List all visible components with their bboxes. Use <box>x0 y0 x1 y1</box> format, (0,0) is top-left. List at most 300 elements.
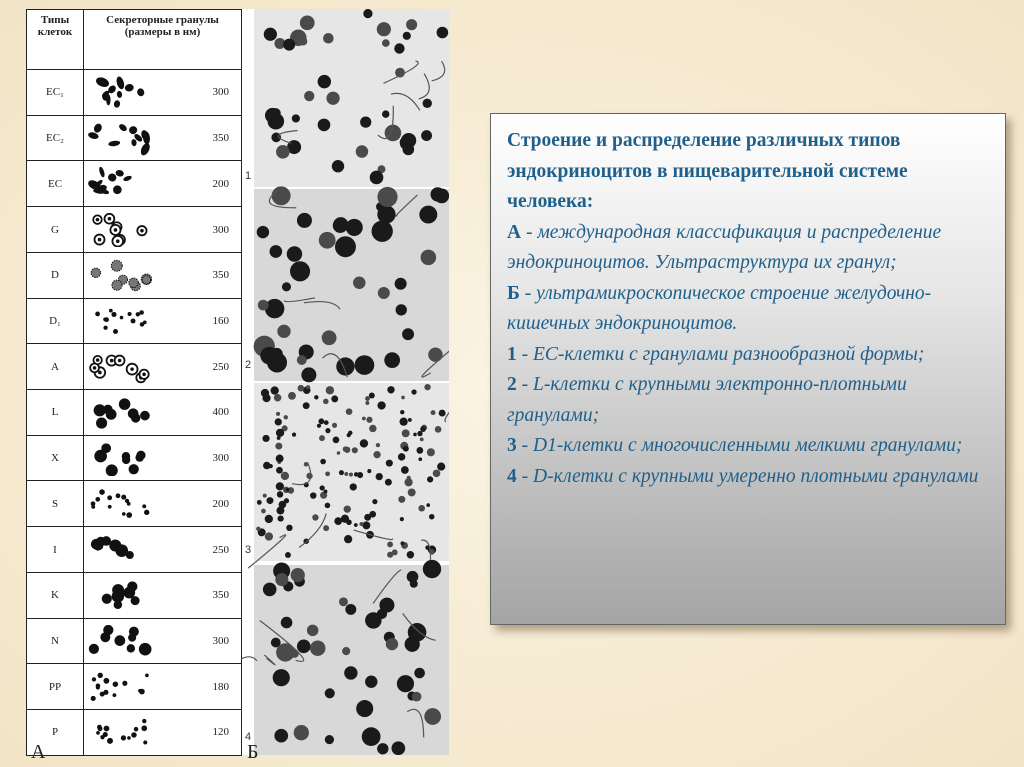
micrograph-granule <box>320 459 326 465</box>
micrograph-granule <box>275 418 282 425</box>
micrograph-granule <box>369 511 376 518</box>
granule-cell <box>84 207 242 253</box>
header-secretory-granules: Секреторные гранулы (размеры в нм) <box>84 10 242 70</box>
micrograph-granule <box>421 130 432 141</box>
micrograph-granule <box>256 527 260 531</box>
caption-item-1-num: 1 <box>507 343 517 365</box>
micrograph-granule <box>324 420 329 425</box>
micrograph-granule <box>277 491 283 497</box>
micrograph-granule <box>282 282 291 291</box>
caption-a <box>507 218 991 279</box>
caption-item-2-text: - L-клетки с крупными электронно-плотными гранулами; <box>507 374 907 426</box>
granule <box>103 325 107 329</box>
micrograph-granule <box>318 75 331 88</box>
granule <box>104 726 110 732</box>
granule <box>112 694 116 698</box>
table-row <box>27 664 242 710</box>
micrograph-granule <box>276 429 284 437</box>
granule-core <box>116 240 120 244</box>
micrograph-granule <box>339 470 344 475</box>
caption-a-letter: А <box>507 221 522 243</box>
micrograph-granule <box>378 287 390 299</box>
granule-size: 200 <box>212 497 229 510</box>
granule <box>111 184 123 196</box>
granule-illustration <box>88 533 152 567</box>
granule <box>139 642 152 655</box>
caption-item-2 <box>507 370 991 431</box>
micrograph-granule <box>339 597 348 606</box>
granule <box>100 735 104 739</box>
micrograph-granule <box>420 437 424 441</box>
cell-type-label: EC₂ <box>27 115 84 161</box>
micrograph-granule <box>274 394 282 402</box>
micrograph-granule <box>263 494 267 498</box>
micrograph-granule <box>319 232 336 249</box>
micrograph-granule <box>376 443 380 447</box>
micrograph-granule <box>318 418 324 424</box>
micrograph-granule <box>337 451 341 455</box>
granule <box>129 278 139 288</box>
micrograph-granule <box>300 15 315 30</box>
micrograph-granule <box>402 429 410 437</box>
cell-type-label: X <box>27 435 84 481</box>
granule <box>122 456 130 464</box>
granule-cell <box>84 390 242 436</box>
micrograph-granule <box>386 460 393 467</box>
granule-illustration <box>88 122 152 156</box>
granule <box>108 140 121 147</box>
micrograph-granule <box>362 727 381 746</box>
granule <box>128 633 136 641</box>
panel-number-3: 3 <box>245 544 252 556</box>
micrograph-granule <box>284 415 288 419</box>
micrograph-granule <box>408 488 416 496</box>
granule <box>102 594 112 604</box>
micrograph-granule <box>303 402 310 409</box>
micrograph-granule <box>400 517 404 521</box>
granule-illustration <box>88 259 152 293</box>
micrograph-granule <box>286 488 290 492</box>
caption-b-text: - ультрамикроскопическое строение желудочно-кишечных эндокриноцитов. <box>507 282 932 334</box>
micrograph-granule <box>331 395 338 402</box>
granule <box>127 644 135 652</box>
caption-item-4 <box>507 462 991 493</box>
micrograph-granule <box>385 479 392 486</box>
granule <box>92 122 103 134</box>
micrograph-granule <box>357 472 363 478</box>
micrograph-granule <box>297 213 312 228</box>
cell-type-label: EC₁ <box>27 70 84 116</box>
micrograph-granule <box>335 236 356 257</box>
micrograph-granule <box>407 551 414 558</box>
granule-size: 350 <box>212 589 229 602</box>
granule-cell <box>84 70 242 116</box>
micrograph-granule <box>319 435 325 441</box>
micrograph-granule <box>384 352 400 368</box>
micrograph-granule <box>257 500 262 505</box>
micrograph-granule <box>403 32 411 40</box>
micrograph-granule <box>401 466 409 474</box>
cell-type-label: N <box>27 618 84 664</box>
granule-size: 400 <box>212 406 229 419</box>
table-row <box>27 618 242 664</box>
granule <box>121 495 126 500</box>
micrograph-granule <box>416 447 423 454</box>
granule <box>131 732 136 737</box>
granule <box>124 83 134 92</box>
granule-cell <box>84 527 242 573</box>
granule-illustration <box>88 625 152 659</box>
micrograph-granule <box>291 568 305 582</box>
figure-label-a: А <box>31 741 46 763</box>
granule <box>91 696 96 701</box>
table-row <box>27 572 242 618</box>
granule <box>108 505 112 509</box>
micrograph-granule <box>399 417 407 425</box>
micrograph-granule <box>332 160 344 172</box>
granule <box>129 464 139 474</box>
micrograph-granule <box>325 428 330 433</box>
micrograph-granule <box>353 276 366 289</box>
micrograph-granule <box>277 325 290 338</box>
granule <box>96 418 107 429</box>
micrograph-granule <box>265 515 273 523</box>
panel-number-2: 2 <box>245 359 252 371</box>
granule <box>123 175 133 182</box>
micrograph-granule <box>276 412 280 416</box>
micrograph-granule <box>306 385 310 389</box>
cell-type-label: S <box>27 481 84 527</box>
granule <box>125 499 129 503</box>
granule <box>111 260 122 271</box>
table-row <box>27 344 242 390</box>
granule-core <box>110 359 114 363</box>
granule <box>115 589 124 598</box>
micrograph-granule <box>427 476 433 482</box>
granule <box>107 738 113 744</box>
granule <box>143 740 147 744</box>
micrograph-granule <box>314 395 318 399</box>
micrograph-granule <box>400 135 415 150</box>
micrograph-granule <box>414 668 425 679</box>
granule <box>119 398 131 410</box>
micrograph-granule <box>292 432 296 436</box>
micrograph-granule <box>318 119 331 132</box>
granule-illustration <box>88 487 152 521</box>
micrograph-granule <box>377 743 388 754</box>
micrograph-granule <box>306 473 312 479</box>
cell-type-label: K <box>27 572 84 618</box>
micrograph-granule <box>366 417 372 423</box>
granule <box>140 322 145 327</box>
micrograph-granule <box>286 525 292 531</box>
granule <box>141 725 147 731</box>
micrograph-granule <box>265 299 284 318</box>
granule <box>100 632 110 642</box>
cell-type-label: D <box>27 252 84 298</box>
granule <box>95 76 111 89</box>
micrograph-granule <box>344 535 352 543</box>
micrograph-granule <box>288 392 296 400</box>
cell-type-label: P <box>27 710 84 756</box>
micrograph-granule <box>356 145 369 158</box>
micrograph-granule <box>283 39 295 51</box>
micrograph-granule <box>344 472 348 476</box>
micrograph-granule <box>333 218 348 233</box>
micrograph-granule <box>387 541 393 547</box>
granule <box>98 726 103 731</box>
micrograph-granule <box>290 649 298 657</box>
granule <box>140 411 150 421</box>
granule-size: 160 <box>212 314 229 327</box>
caption-item-1 <box>507 340 991 371</box>
micrograph-granule <box>325 735 334 744</box>
granule-cell <box>84 664 242 710</box>
micrograph-granule <box>382 39 390 47</box>
cell-types-table <box>26 9 242 756</box>
micrograph-granule <box>320 485 325 490</box>
micrograph-granule <box>387 386 394 393</box>
granule <box>113 682 118 687</box>
micrograph-granule <box>401 396 405 400</box>
micrograph-granule <box>317 424 321 428</box>
micrograph-panels <box>242 9 449 755</box>
micrograph-granule <box>428 348 442 362</box>
micrograph-granule <box>276 482 284 490</box>
micrograph-granule <box>323 399 329 405</box>
granule <box>122 513 126 517</box>
micrograph-granule <box>370 171 384 185</box>
micrograph-granule <box>424 708 441 725</box>
granule <box>139 141 151 155</box>
micrograph-granule <box>400 541 404 545</box>
granule <box>91 505 95 509</box>
granule-cell <box>84 618 242 664</box>
micrograph-granule <box>258 300 269 311</box>
micrograph-granule <box>403 446 409 452</box>
granule <box>107 496 112 501</box>
micrograph-granule <box>346 408 353 415</box>
micrograph-granule <box>276 467 283 474</box>
micrograph-granule <box>363 9 372 18</box>
micrograph-granule <box>326 92 339 105</box>
micrograph-granule <box>265 532 273 540</box>
micrograph-granule <box>400 410 404 414</box>
granule <box>118 122 128 132</box>
granule <box>142 719 146 723</box>
granule <box>101 443 111 453</box>
micrograph-granule <box>424 384 430 390</box>
table-row <box>27 390 242 436</box>
micrograph-granule <box>372 221 393 242</box>
micrograph-granule <box>408 418 412 422</box>
figure <box>26 9 449 755</box>
micrograph-granule <box>276 145 290 159</box>
granule-core <box>114 228 118 232</box>
micrograph-granule <box>421 250 437 266</box>
micrograph-granule <box>263 462 271 470</box>
micrograph-granule <box>362 521 370 529</box>
granule <box>91 268 100 277</box>
granule <box>139 310 144 315</box>
granule <box>95 542 104 551</box>
granule <box>98 673 103 678</box>
micrograph-granule <box>294 725 309 740</box>
micrograph-granule <box>276 455 284 463</box>
micrograph-granule <box>344 505 351 512</box>
micrograph-granule <box>423 560 441 578</box>
granule <box>115 76 125 90</box>
granule <box>131 318 136 323</box>
micrograph-granule <box>310 640 325 655</box>
granule <box>116 91 122 99</box>
granule <box>98 167 106 178</box>
micrograph-granule <box>290 261 310 281</box>
micrograph-granule <box>413 433 417 437</box>
granule-illustration <box>88 442 152 476</box>
micrograph-granule <box>367 469 371 473</box>
micrograph-granule <box>426 503 430 507</box>
granule-cell <box>84 572 242 618</box>
micrograph-granule <box>269 245 282 258</box>
granule-illustration <box>88 213 152 247</box>
micrograph-granule <box>343 446 349 452</box>
granule <box>114 635 125 646</box>
micrograph-granule <box>398 496 405 503</box>
granule-size: 300 <box>212 452 229 465</box>
header-cell-types: Типы клеток <box>27 10 84 70</box>
granule-cell <box>84 481 242 527</box>
micrograph-granule <box>365 676 377 688</box>
micrograph-granule <box>325 471 330 476</box>
micrograph-granule <box>346 219 363 236</box>
granule <box>134 727 139 732</box>
granule <box>116 494 121 499</box>
granule-illustration <box>88 716 152 750</box>
micrograph-granule <box>377 609 387 619</box>
micrograph-granule <box>437 463 445 471</box>
granule-size: 300 <box>212 634 229 647</box>
micrograph-granule <box>271 386 279 394</box>
granule-illustration <box>88 167 152 201</box>
micrograph-granule <box>395 278 407 290</box>
micrograph-granule <box>419 206 437 224</box>
micrograph-granule <box>411 389 416 394</box>
micrograph-granule <box>278 515 284 521</box>
granule <box>111 311 116 316</box>
granule <box>131 138 137 146</box>
micrograph-granule <box>431 410 436 415</box>
granule <box>99 490 105 496</box>
granule <box>136 87 145 97</box>
panel-number-4: 4 <box>245 731 252 743</box>
granule <box>131 596 140 605</box>
cell-type-label: I <box>27 527 84 573</box>
table-row <box>27 115 242 161</box>
caption-box <box>490 113 1006 625</box>
granule <box>106 464 118 476</box>
cell-type-label: EC <box>27 161 84 207</box>
cell-type-label: L <box>27 390 84 436</box>
micrograph-granule <box>325 503 331 509</box>
granule-cell <box>84 161 242 207</box>
caption-item-4-text: - D-клетки с крупными умеренно плотными гранулами <box>516 465 979 487</box>
micrograph-granule <box>257 226 269 238</box>
granule <box>95 311 100 316</box>
micrograph-granule <box>385 125 402 142</box>
micrograph-granule <box>372 499 377 504</box>
micrograph-granule <box>323 33 334 44</box>
granule-cell <box>84 344 242 390</box>
micrograph-granule <box>287 246 302 261</box>
micrograph-granule <box>365 401 369 405</box>
granule-cell <box>84 115 242 161</box>
granule-illustration <box>88 350 152 384</box>
micrograph-granule <box>397 675 414 692</box>
micrograph-granule <box>398 453 405 460</box>
granule <box>94 404 106 416</box>
granule <box>128 312 132 316</box>
granule-illustration <box>88 76 152 110</box>
granule <box>95 497 100 502</box>
granule <box>96 686 100 690</box>
micrograph-granule <box>332 423 337 428</box>
granule-size: 250 <box>212 543 229 556</box>
panel-number-1: 1 <box>245 170 252 182</box>
micrograph-granule <box>439 410 446 417</box>
granule-core <box>118 359 122 363</box>
granule <box>136 450 145 459</box>
micrograph-granule <box>262 435 269 442</box>
granule <box>127 581 137 591</box>
micrograph-granule <box>373 451 380 458</box>
micrograph-granule <box>391 741 405 755</box>
granule-core <box>98 238 102 242</box>
table-row <box>27 207 242 253</box>
micrograph-granule <box>297 355 307 365</box>
micrograph-granule <box>262 394 270 402</box>
caption-b-letter: Б <box>507 282 520 304</box>
granule <box>128 125 139 136</box>
micrograph-granule <box>345 604 356 615</box>
granule-core <box>130 368 134 372</box>
micrograph-granule <box>394 43 404 53</box>
micrograph-granule <box>263 583 277 597</box>
micrograph-granule <box>434 188 449 203</box>
micrograph-granule <box>322 330 337 345</box>
micrograph-granule <box>347 433 351 437</box>
micrograph-granule <box>427 448 435 456</box>
granule-size: 300 <box>212 86 229 99</box>
granule <box>144 510 149 515</box>
table-row <box>27 435 242 481</box>
granule-illustration <box>88 396 152 430</box>
micrograph-granule <box>277 436 281 440</box>
granule-size: 300 <box>212 223 229 236</box>
granule <box>103 690 108 695</box>
micrograph-granule <box>285 552 291 558</box>
granule <box>92 678 96 682</box>
granule <box>114 600 123 609</box>
micrographs <box>242 9 449 755</box>
granule <box>142 275 150 283</box>
granule <box>106 409 117 420</box>
granule-illustration <box>88 670 152 704</box>
micrograph-granule <box>429 514 434 519</box>
granule <box>96 731 100 735</box>
caption-a-text: - международная классификация и распределение эндокриноцитов. Ультраструктура их гранул; <box>507 221 942 273</box>
micrograph-granule <box>418 505 425 512</box>
